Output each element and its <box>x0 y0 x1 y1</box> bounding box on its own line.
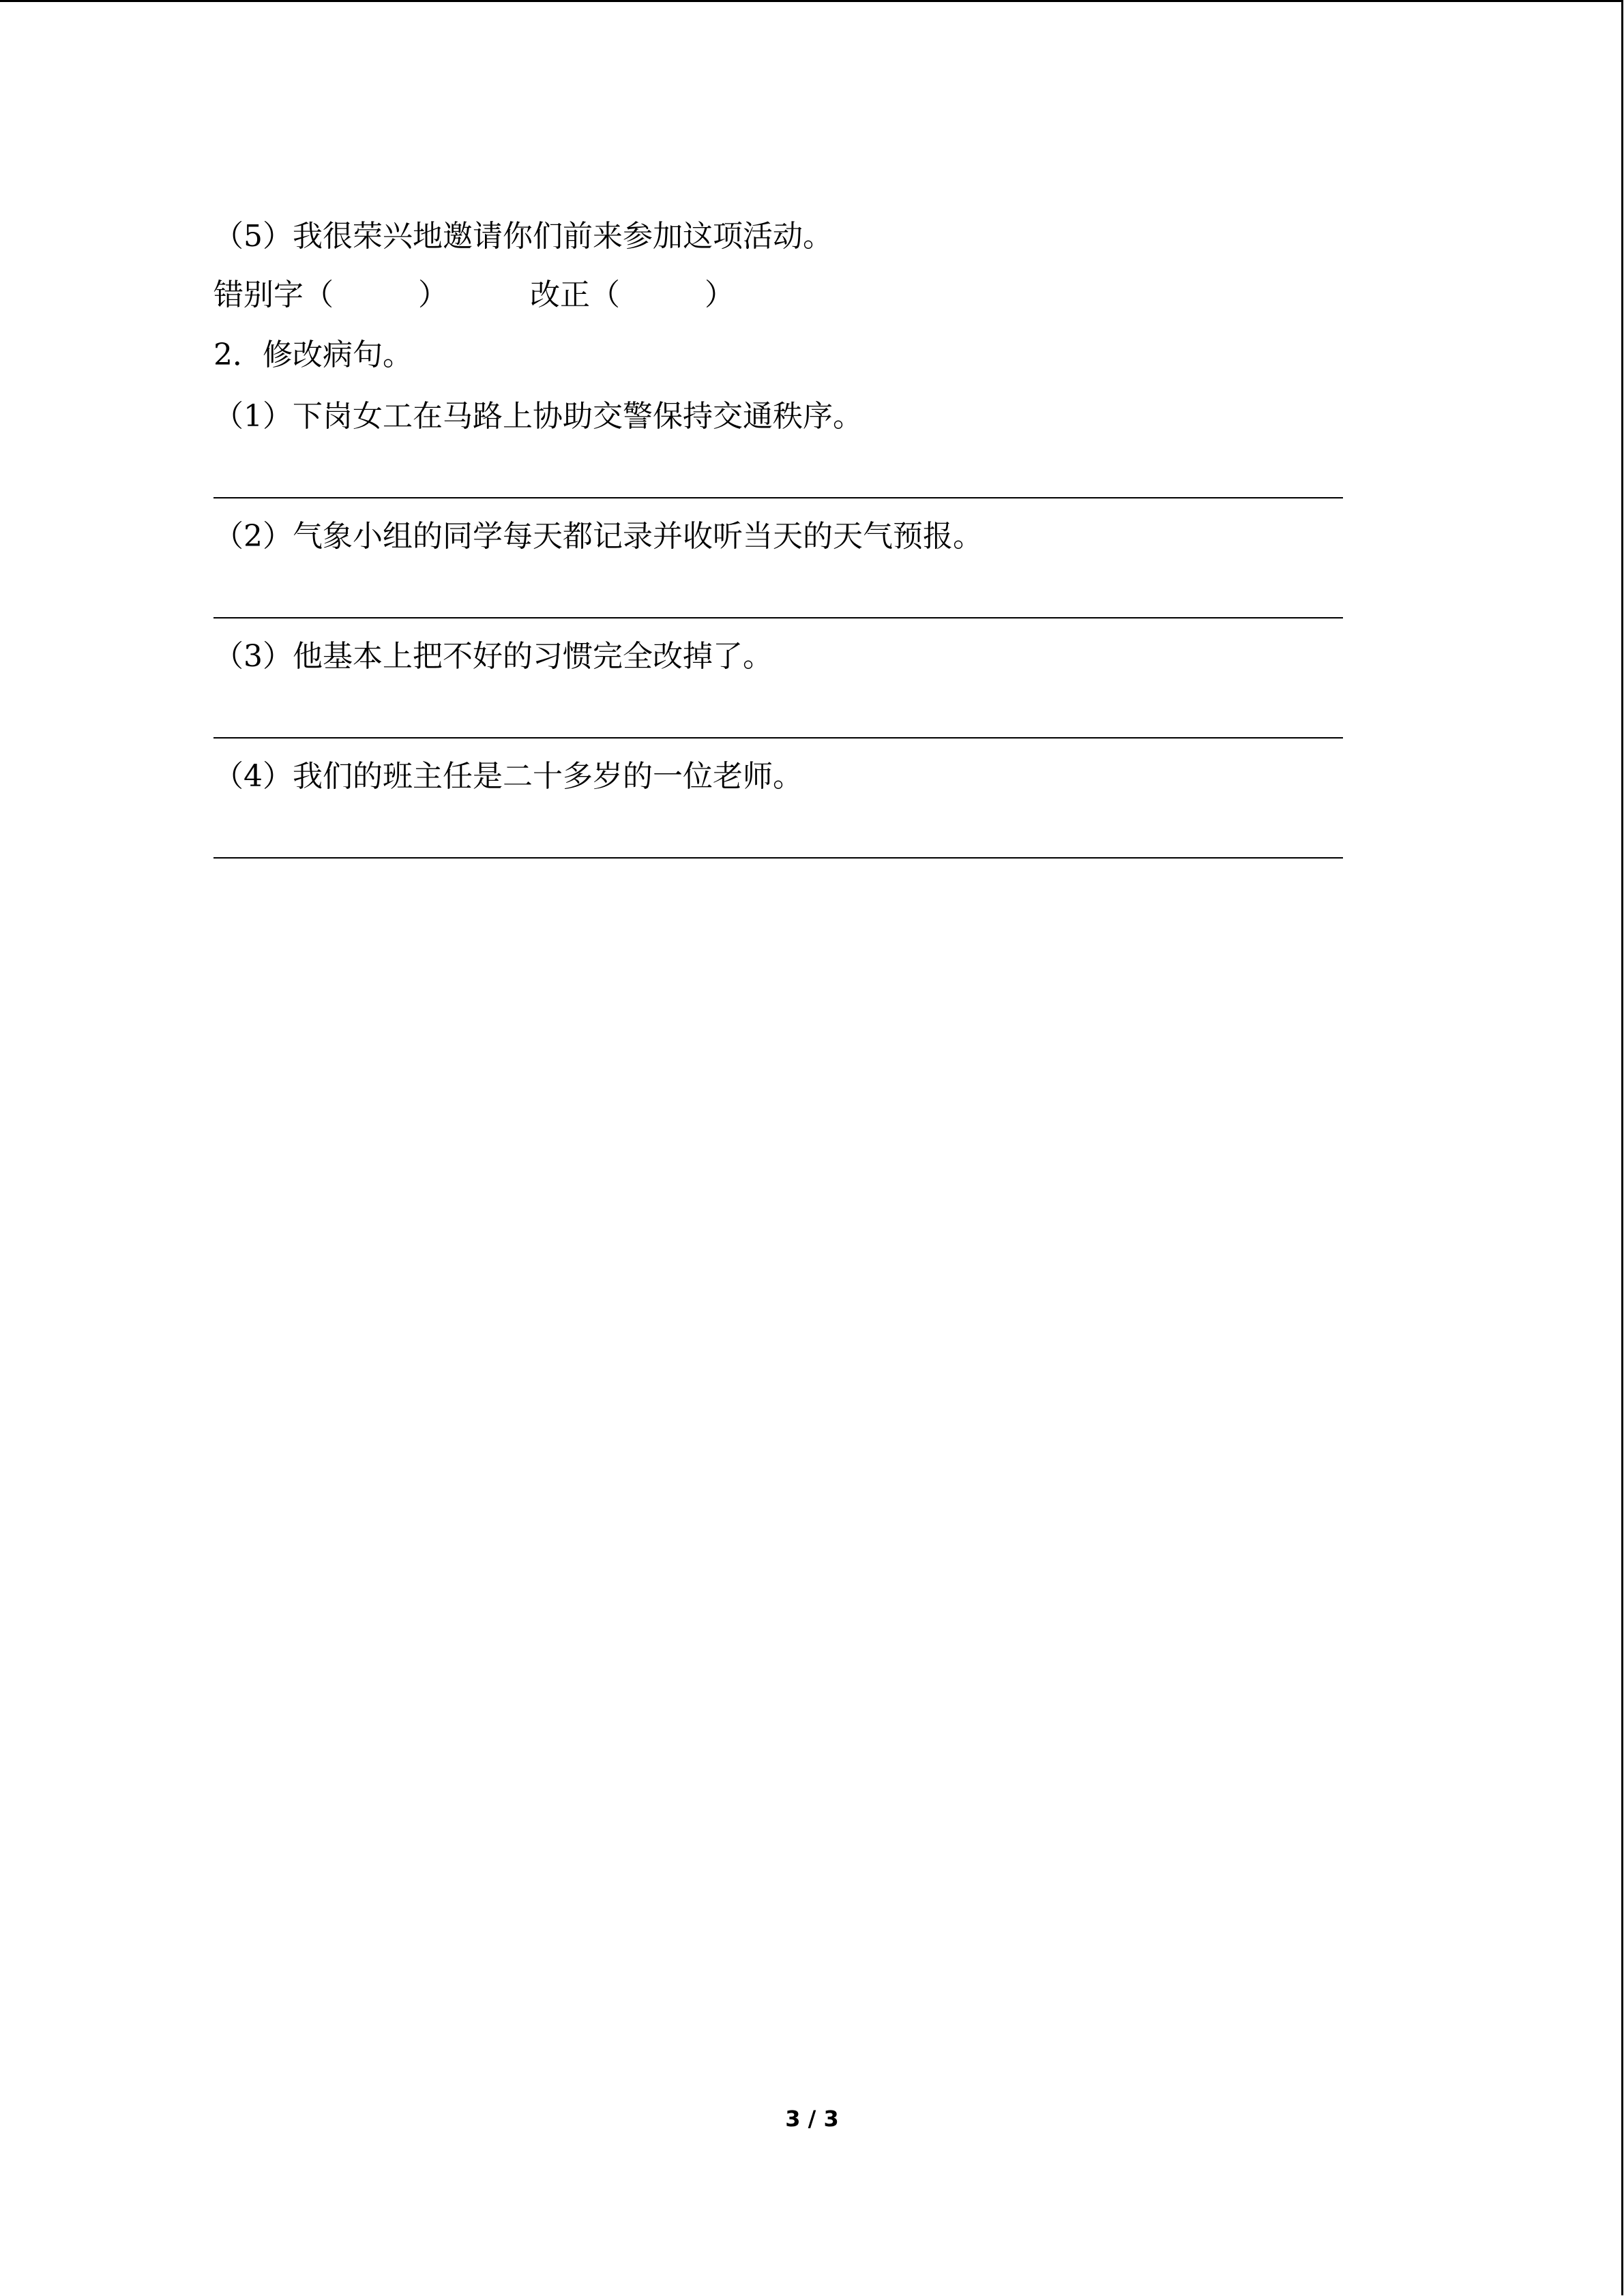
correction-label: 改正（ <box>530 278 620 312</box>
question-4: （4）我们的班主任是二十多岁的一位老师。 <box>213 759 803 794</box>
question-3: （3）他基本上把不好的习惯完全改掉了。 <box>213 639 773 674</box>
answer-line-3 <box>213 737 1343 739</box>
wrong-char-close: ） <box>418 278 448 312</box>
answer-line-4 <box>213 857 1343 859</box>
page-number: 3 / 3 <box>785 2106 839 2132</box>
answer-line-1 <box>213 497 1343 498</box>
answer-line-2 <box>213 617 1343 618</box>
item5-sentence: （5）我很荣兴地邀请你们前来参加这项活动。 <box>213 219 833 254</box>
question-2: （2）气象小组的同学每天都记录并收听当天的天气预报。 <box>213 519 983 554</box>
correction-close: ） <box>705 278 735 312</box>
question-1: （1）下岗女工在马路上协助交警保持交通秩序。 <box>213 399 863 434</box>
wrong-char-label: 错别字（ <box>213 278 334 312</box>
section2-heading: 2．修改病句。 <box>213 338 413 372</box>
